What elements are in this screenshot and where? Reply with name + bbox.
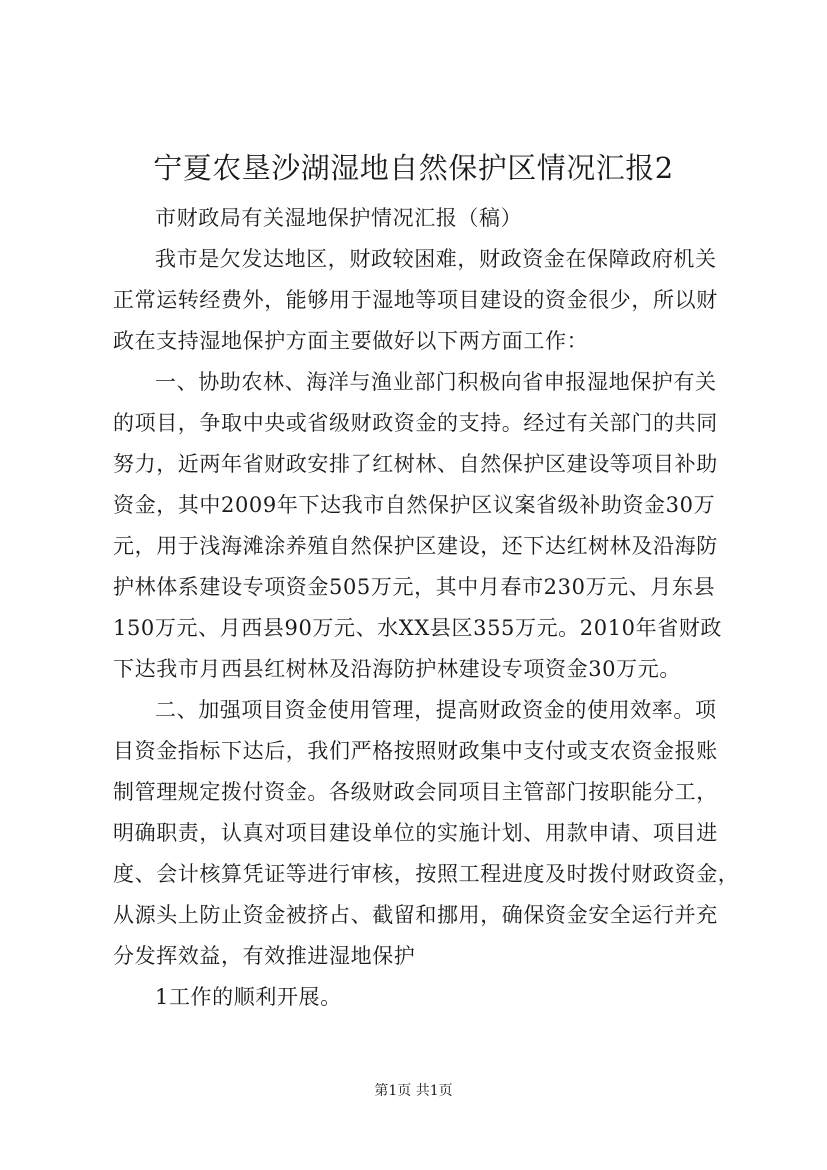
text-line: 资金，其中2009年下达我市自然保护区议案省级补助资金30万 <box>113 493 716 517</box>
text-line: 政在支持湿地保护方面主要做好以下两方面工作： <box>113 329 589 353</box>
text-line: 明确职责，认真对项目建设单位的实施计划、用款申请、项目进 <box>113 821 718 845</box>
text-line: 度、会计核算凭证等进行审核，按照工程进度及时拨付财政资金， <box>113 862 740 886</box>
text-line: 市财政局有关湿地保护情况汇报（稿） <box>155 206 523 230</box>
paragraph-intro <box>113 239 743 362</box>
text-line: 分发挥效益，有效推进湿地保护 <box>113 944 416 968</box>
document-body <box>113 198 743 1018</box>
text-line: 目资金指标下达后，我们严格按照财政集中支付或支农资金报账 <box>113 739 718 763</box>
paragraph-closing <box>113 977 743 1018</box>
text-line: 正常运转经费外，能够用于湿地等项目建设的资金很少，所以财 <box>113 288 718 312</box>
text-line: 150万元、月西县90万元、水XX县区355万元。2010年省财政 <box>113 616 723 640</box>
paragraph-section-one <box>113 362 743 690</box>
paragraph-subtitle <box>113 198 743 239</box>
text-line: 努力，近两年省财政安排了红树林、自然保护区建设等项目补助 <box>113 452 718 476</box>
page-footer: 第1页 共1页 <box>374 1083 453 1099</box>
document-title: 宁夏农垦沙湖湿地自然保护区情况汇报2 <box>153 151 674 185</box>
text-line: 我市是欠发达地区，财政较困难，财政资金在保障政府机关 <box>155 247 717 271</box>
text-line: 的项目，争取中央或省级财政资金的支持。经过有关部门的共同 <box>113 411 718 435</box>
text-line: 1工作的顺利开展。 <box>155 985 342 1009</box>
text-line: 护林体系建设专项资金505万元，其中月春市230万元、月东县 <box>113 575 716 599</box>
paragraph-section-two <box>113 690 743 977</box>
text-line: 从源头上防止资金被挤占、截留和挪用，确保资金安全运行并充 <box>113 903 718 927</box>
text-line: 二、加强项目资金使用管理，提高财政资金的使用效率。项 <box>155 698 717 722</box>
text-line: 制管理规定拨付资金。各级财政会同项目主管部门按职能分工， <box>113 780 718 804</box>
text-line: 元，用于浅海滩涂养殖自然保护区建设，还下达红树林及沿海防 <box>113 534 718 558</box>
text-line: 下达我市月西县红树林及沿海防护林建设专项资金30万元。 <box>113 657 681 681</box>
text-line: 一、协助农林、海洋与渔业部门积极向省申报湿地保护有关 <box>155 370 717 394</box>
